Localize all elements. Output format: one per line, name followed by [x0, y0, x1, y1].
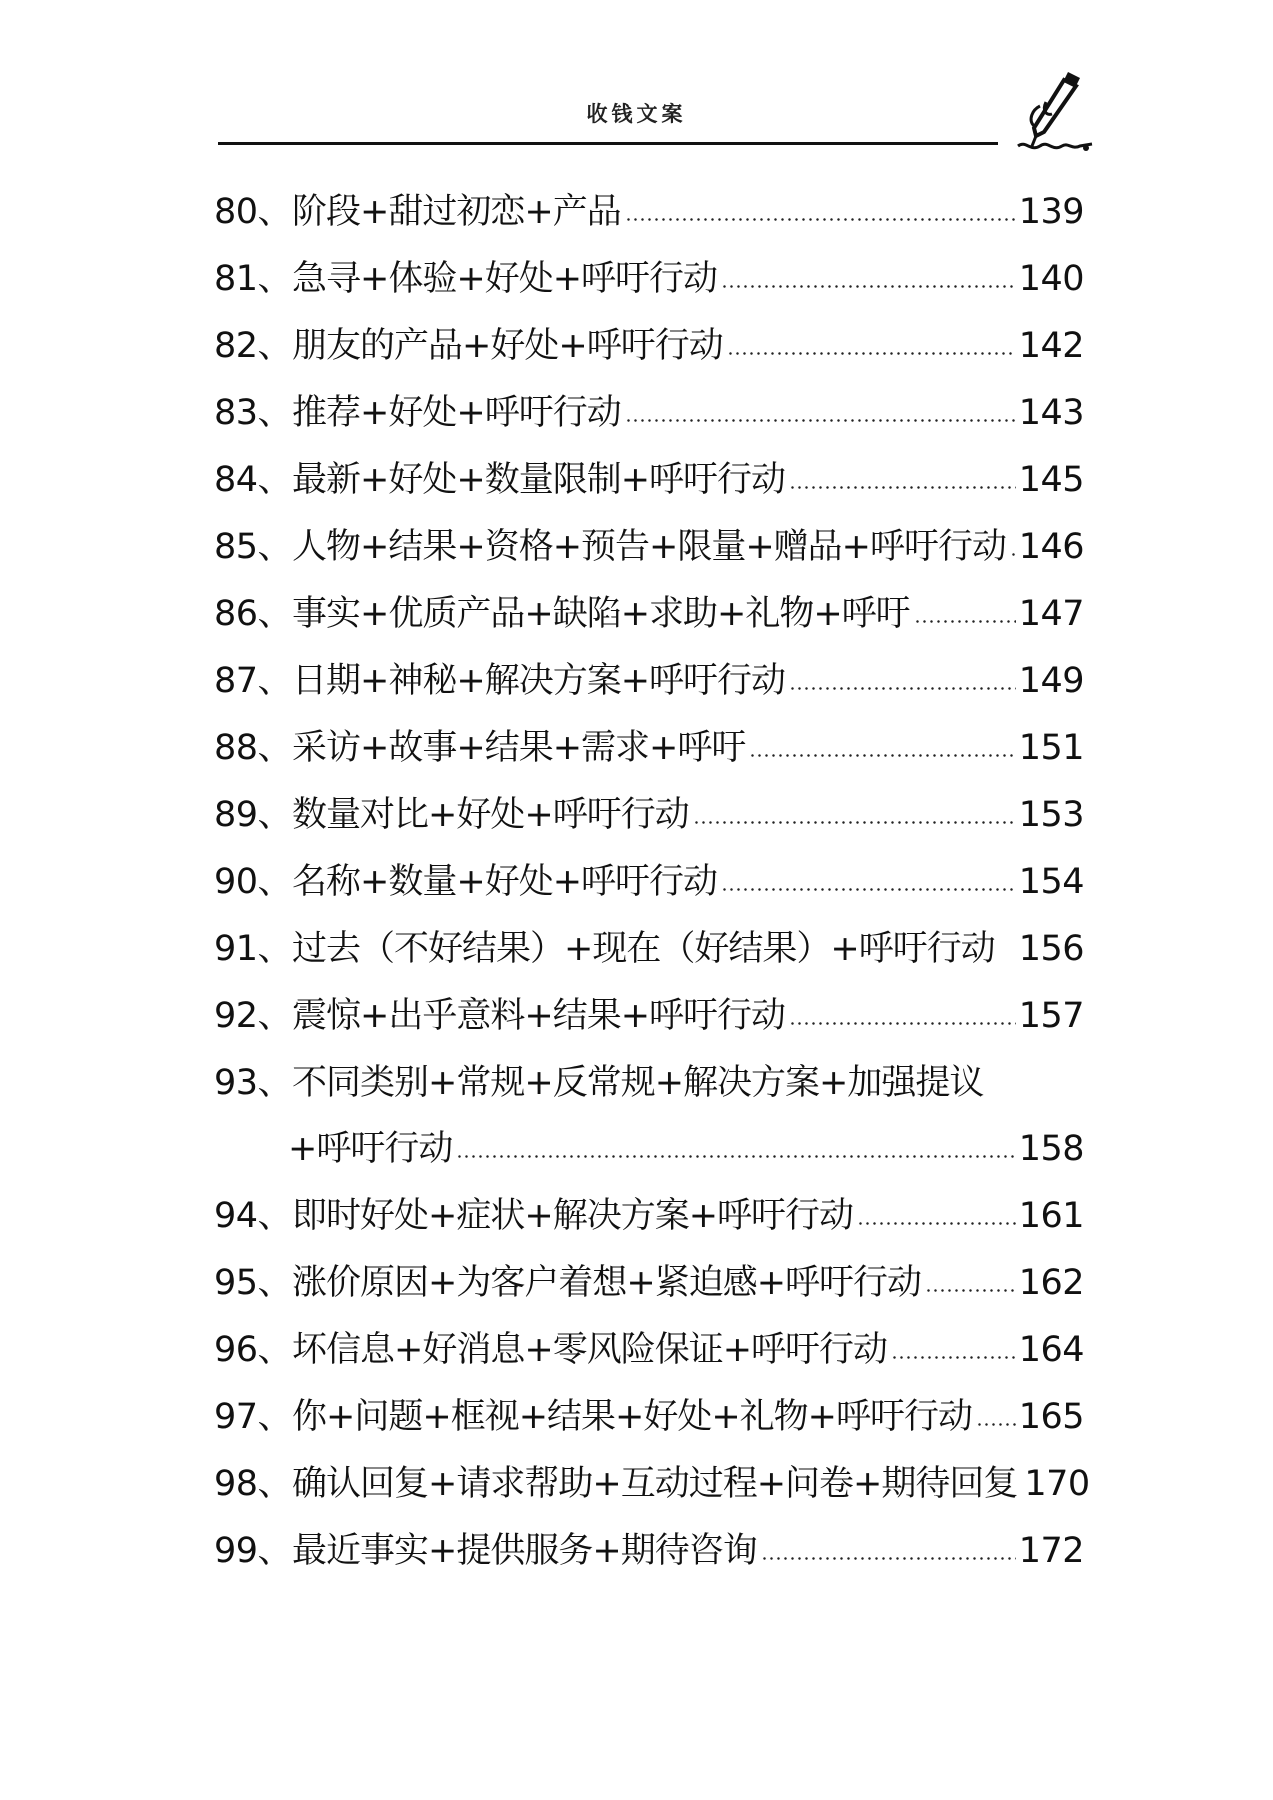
entry-number: 94、 [214, 1196, 293, 1236]
toc-entry [214, 1517, 1084, 1573]
entry-number: 96、 [214, 1330, 293, 1370]
entry-title: 采访+故事+结果+需求+呼吁 [292, 728, 746, 768]
entry-title: 你+问题+框视+结果+好处+礼物+呼吁行动 [292, 1397, 973, 1437]
toc-entry [214, 312, 1084, 368]
toc-entry [214, 982, 1084, 1038]
toc-entry [214, 714, 1084, 770]
entry-page-number: 164 [1018, 1330, 1084, 1370]
toc-entry [214, 1182, 1084, 1238]
entry-number: 99、 [214, 1531, 293, 1571]
toc-entry [214, 178, 1084, 234]
toc-entry [214, 245, 1084, 301]
entry-number: 80、 [214, 192, 293, 232]
dot-leader [914, 620, 1016, 623]
entry-title: 确认回复+请求帮助+互动过程+问卷+期待回复 [292, 1464, 1018, 1504]
entry-title: 日期+神秘+解决方案+呼吁行动 [292, 661, 786, 701]
toc-entry [214, 647, 1084, 703]
dot-leader [857, 1222, 1016, 1225]
dot-leader [789, 1022, 1016, 1025]
entry-page-number: 154 [1018, 862, 1084, 902]
toc-entry [214, 513, 1084, 569]
entry-number: 88、 [214, 728, 293, 768]
entry-number: 82、 [214, 326, 293, 366]
entry-page-number: 147 [1018, 594, 1084, 634]
dot-leader [1010, 553, 1016, 556]
entry-page-number: 143 [1018, 393, 1084, 433]
toc-entry [214, 1316, 1084, 1372]
entry-page-number: 165 [1018, 1397, 1084, 1437]
entry-number: 92、 [214, 996, 293, 1036]
dot-leader [721, 888, 1016, 891]
entry-title: 急寻+体验+好处+呼吁行动 [292, 259, 718, 299]
entry-page-number: 158 [1018, 1129, 1084, 1169]
dot-leader [761, 1557, 1016, 1560]
entry-number: 86、 [214, 594, 293, 634]
toc-entry [214, 915, 1084, 971]
dot-leader [625, 419, 1016, 422]
dot-leader [925, 1289, 1016, 1292]
dot-leader [891, 1356, 1016, 1359]
entry-page-number: 139 [1018, 192, 1084, 232]
dot-leader [625, 218, 1016, 221]
dot-leader [727, 352, 1016, 355]
toc-entry [214, 580, 1084, 636]
entry-page-number: 153 [1018, 795, 1084, 835]
entry-number: 89、 [214, 795, 293, 835]
dot-leader [693, 821, 1016, 824]
running-title: 收钱文案 [586, 101, 687, 126]
dot-leader [789, 486, 1016, 489]
entry-page-number: 142 [1018, 326, 1084, 366]
entry-page-number: 161 [1018, 1196, 1084, 1236]
dot-leader [721, 285, 1016, 288]
entry-title: 坏信息+好消息+零风险保证+呼吁行动 [292, 1330, 888, 1370]
entry-title: 阶段+甜过初恋+产品 [292, 192, 621, 232]
entry-number: 84、 [214, 460, 293, 500]
entry-title: 推荐+好处+呼吁行动 [292, 393, 621, 433]
entry-title: 震惊+出乎意料+结果+呼吁行动 [292, 996, 786, 1036]
entry-number: 90、 [214, 862, 293, 902]
entry-title: 人物+结果+资格+预告+限量+赠品+呼吁行动 [292, 527, 1007, 567]
toc-entry [214, 1450, 1090, 1506]
toc-entry [214, 379, 1084, 435]
entry-title: 最新+好处+数量限制+呼吁行动 [292, 460, 786, 500]
toc-entry [214, 781, 1084, 837]
entry-title: 不同类别+常规+反常规+解决方案+加强提议 [292, 1063, 984, 1103]
dot-leader [456, 1155, 1015, 1158]
dot-leader [789, 687, 1016, 690]
entry-title: 数量对比+好处+呼吁行动 [292, 795, 689, 835]
toc-entry [214, 446, 1084, 502]
entry-page-number: 146 [1018, 527, 1084, 567]
entry-number: 98、 [214, 1464, 293, 1504]
entry-page-number: 151 [1018, 728, 1084, 768]
entry-number: 95、 [214, 1263, 293, 1303]
entry-page-number: 170 [1024, 1464, 1090, 1504]
toc-entry [214, 1383, 1084, 1439]
entry-page-number: 145 [1018, 460, 1084, 500]
entry-page-number: 156 [1018, 929, 1084, 969]
entry-number: 81、 [214, 259, 293, 299]
toc-entry [214, 1249, 1084, 1305]
entry-page-number: 162 [1018, 1263, 1084, 1303]
entry-title: 过去（不好结果）+现在（好结果）+呼吁行动 [292, 929, 995, 969]
entry-title: 朋友的产品+好处+呼吁行动 [292, 326, 723, 366]
entry-page-number: 140 [1018, 259, 1084, 299]
entry-number: 83、 [214, 393, 293, 433]
entry-number: 91、 [214, 929, 293, 969]
dot-leader [976, 1423, 1016, 1426]
toc-entry [214, 848, 1084, 904]
entry-page-number: 149 [1018, 661, 1084, 701]
entry-number: 85、 [214, 527, 293, 567]
entry-page-number: 172 [1018, 1531, 1084, 1571]
entry-title: 即时好处+症状+解决方案+呼吁行动 [292, 1196, 854, 1236]
entry-title: 最近事实+提供服务+期待咨询 [292, 1531, 757, 1571]
entry-title: 事实+优质产品+缺陷+求助+礼物+呼吁 [292, 594, 910, 634]
toc-entry [214, 1049, 1084, 1105]
entry-title: 名称+数量+好处+呼吁行动 [292, 862, 718, 902]
entry-page-number: 157 [1018, 996, 1084, 1036]
toc-entry-continuation [214, 1115, 1084, 1171]
entry-number: 93、 [214, 1063, 293, 1103]
entry-title-continuation: +呼吁行动 [288, 1129, 453, 1169]
entry-title: 涨价原因+为客户着想+紧迫感+呼吁行动 [292, 1263, 922, 1303]
dot-leader [749, 754, 1015, 757]
entry-number: 87、 [214, 661, 293, 701]
entry-number: 97、 [214, 1397, 293, 1437]
